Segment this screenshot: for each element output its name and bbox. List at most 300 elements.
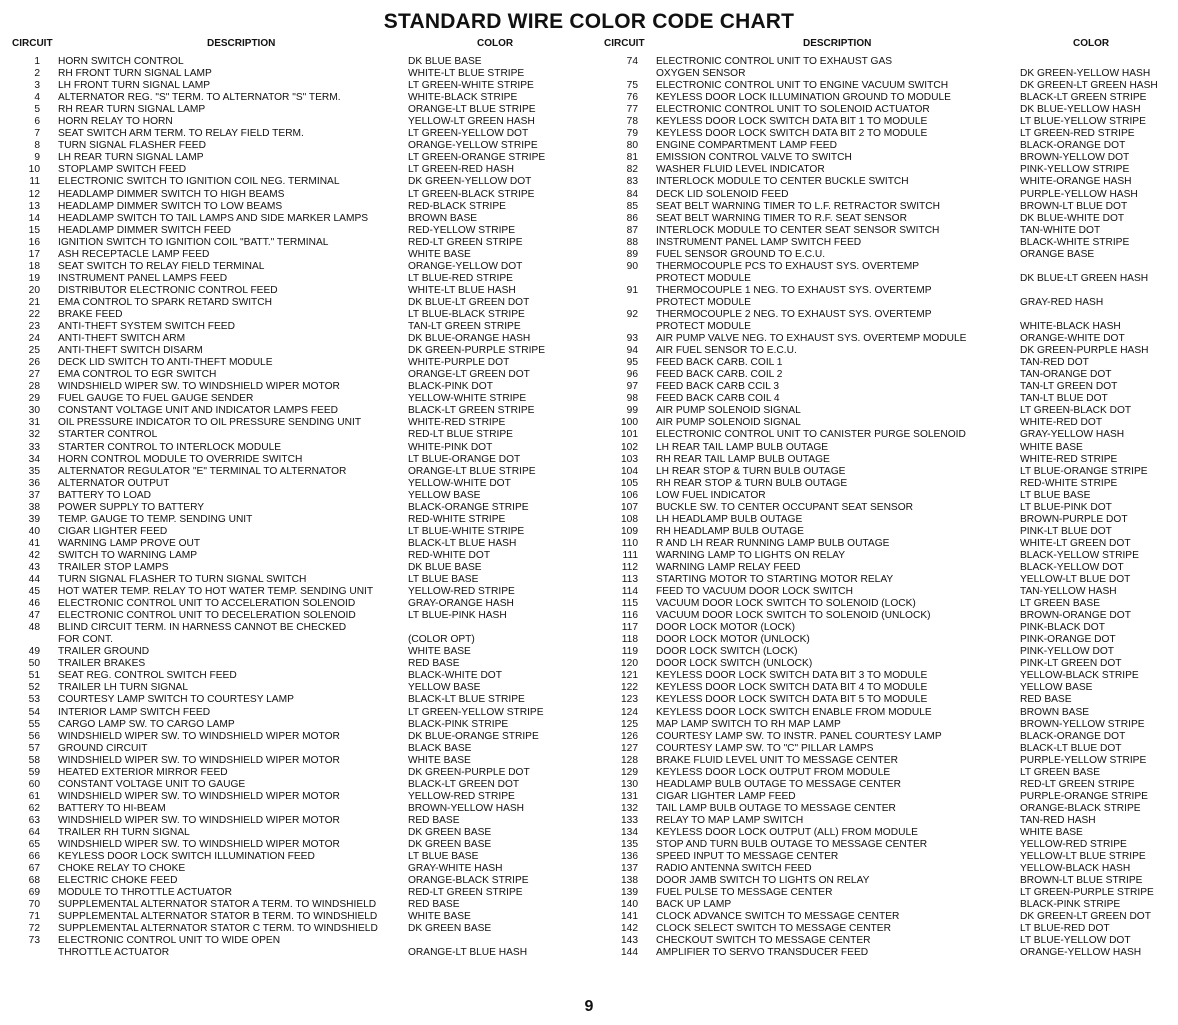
circuit-number: 130 [621, 778, 638, 790]
circuit-description: ELECTRONIC CONTROL UNIT TO CANISTER PURGE SOLENOID [656, 429, 966, 441]
wire-color: LT BLUE-RED STRIPE [408, 272, 513, 284]
wire-color: PINK-LT BLUE DOT [1020, 525, 1112, 537]
circuit-description: HORN CONTROL MODULE TO OVERRIDE SWITCH [58, 453, 303, 465]
wire-color: BROWN-YELLOW STRIPE [1020, 718, 1145, 730]
circuit-number: 98 [626, 393, 638, 405]
table-row [600, 466, 1178, 478]
wire-color: ORANGE-BLACK STRIPE [1020, 802, 1141, 814]
circuit-number: 70 [28, 899, 40, 911]
circuit-description: STOPLAMP SWITCH FEED [58, 164, 187, 176]
circuit-description: BRAKE FLUID LEVEL UNIT TO MESSAGE CENTER [656, 754, 898, 766]
wire-color: YELLOW-BLACK STRIPE [1020, 670, 1139, 682]
circuit-number: 35 [28, 465, 40, 477]
circuit-number: 17 [28, 248, 40, 260]
circuit-number: 30 [28, 405, 40, 417]
circuit-number: 29 [28, 393, 40, 405]
circuit-number: 90 [626, 260, 638, 272]
table-row [600, 369, 1178, 381]
circuit-description: FEED BACK CARB COIL 4 [656, 393, 780, 405]
table-row [600, 586, 1178, 598]
circuit-description: FEED BACK CARB. COIL 1 [656, 357, 783, 369]
table-row [600, 201, 1178, 213]
table-row [0, 189, 593, 201]
table-row [600, 164, 1178, 176]
table-row [600, 935, 1178, 947]
table-row [0, 947, 593, 959]
table-row [0, 466, 593, 478]
circuit-number: 144 [621, 947, 638, 959]
circuit-description: RH HEADLAMP BULB OUTAGE [656, 525, 804, 537]
wire-color: YELLOW-RED STRIPE [408, 586, 515, 598]
wire-color: DK GREEN-PURPLE DOT [408, 766, 530, 778]
circuit-description: SPEED INPUT TO MESSAGE CENTER [656, 851, 839, 863]
table-row [0, 393, 593, 405]
table-row [0, 911, 593, 923]
table-row [0, 923, 593, 935]
circuit-number: 134 [621, 827, 638, 838]
wire-color: TAN-YELLOW HASH [1020, 586, 1117, 598]
circuit-description: R AND LH REAR RUNNING LAMP BULB OUTAGE [656, 537, 890, 549]
table-row [600, 791, 1178, 803]
wire-color [408, 935, 593, 947]
table-row [600, 454, 1178, 466]
table-row [600, 815, 1178, 827]
circuit-number: 79 [626, 128, 638, 140]
table-row [0, 321, 593, 333]
circuit-description: ALTERNATOR OUTPUT [58, 477, 170, 489]
circuit-number: 117 [621, 622, 638, 634]
circuit-number: 102 [621, 441, 638, 453]
circuit-number [0, 947, 40, 959]
circuit-description: INTERIOR LAMP SWITCH FEED [58, 706, 211, 718]
table-row [600, 839, 1178, 851]
wire-color: LT BLUE-PINK DOT [1020, 501, 1112, 513]
table-row [600, 707, 1178, 719]
wire-color: BLACK-LT BLUE STRIPE [408, 694, 525, 706]
circuit-number: 87 [626, 224, 638, 236]
circuit-number [600, 273, 638, 285]
circuit-description: CARGO LAMP SW. TO CARGO LAMP [58, 718, 235, 730]
wire-color: WHITE-RED STRIPE [408, 417, 506, 429]
circuit-number: 54 [28, 706, 40, 718]
table-row [600, 128, 1178, 140]
circuit-number: 68 [28, 875, 40, 887]
circuit-description: TURN SIGNAL FLASHER TO TURN SIGNAL SWITCH [58, 574, 307, 586]
wire-color: YELLOW-WHITE STRIPE [408, 393, 527, 405]
table-row [0, 297, 593, 309]
circuit-number: 18 [28, 260, 40, 272]
table-row [600, 743, 1178, 755]
circuit-number: 1 [34, 56, 40, 67]
table-row [600, 249, 1178, 261]
wire-color: TAN-LT GREEN DOT [1020, 381, 1118, 393]
circuit-description: PROTECT MODULE [656, 272, 751, 284]
table-row [0, 899, 593, 911]
wire-color: YELLOW-LT BLUE STRIPE [1020, 851, 1146, 863]
wire-color [408, 622, 593, 634]
table-row [600, 261, 1178, 273]
circuit-description: INTERLOCK MODULE TO CENTER SEAT SENSOR SWITCH [656, 224, 940, 236]
table-row [600, 622, 1178, 634]
wire-color: WHITE BASE [1020, 441, 1083, 453]
table-row [600, 213, 1178, 225]
circuit-number: 76 [626, 92, 638, 104]
circuit-description: HORN RELAY TO HORN [58, 116, 173, 128]
circuit-number: 75 [626, 80, 638, 92]
circuit-description: KEYLESS DOOR LOCK SWITCH DATA BIT 1 TO MODULE [656, 116, 928, 128]
table-row [600, 658, 1178, 670]
table-row [600, 237, 1178, 249]
circuit-number: 114 [621, 586, 638, 598]
wire-color: ORANGE-LT BLUE STRIPE [408, 465, 536, 477]
circuit-number: 40 [28, 525, 40, 537]
table-row [0, 779, 593, 791]
wire-color: PURPLE-ORANGE STRIPE [1020, 790, 1148, 802]
wire-color: DK GREEN BASE [408, 923, 492, 935]
table-row [600, 297, 1178, 309]
wire-color: WHITE-BLACK HASH [1020, 321, 1121, 333]
wire-color: WHITE-PINK DOT [408, 441, 493, 453]
table-row [0, 225, 593, 237]
circuit-description: SWITCH TO WARNING LAMP [58, 549, 198, 561]
wire-color: GRAY-RED HASH [1020, 296, 1104, 308]
circuit-description: ELECTRIC CHOKE FEED [58, 875, 178, 887]
circuit-number: 63 [28, 814, 40, 826]
wire-color: YELLOW BASE [408, 682, 481, 694]
wire-color: DK BLUE-LT GREEN DOT [408, 296, 530, 308]
circuit-description: SEAT SWITCH TO RELAY FIELD TERMINAL [58, 260, 265, 272]
circuit-description: COURTESY LAMP SWITCH TO COURTESY LAMP [58, 694, 294, 706]
table-row [0, 887, 593, 899]
circuit-number: 13 [28, 200, 40, 212]
table-row [600, 538, 1178, 550]
table-row [600, 646, 1178, 658]
circuit-description: DOOR LOCK SWITCH (UNLOCK) [656, 658, 813, 670]
table-row [600, 887, 1178, 899]
wire-color: LT BLUE-PINK HASH [408, 610, 507, 622]
table-row [0, 682, 593, 694]
wire-color: YELLOW-RED STRIPE [408, 790, 515, 802]
header-color-left: COLOR [477, 38, 514, 49]
wire-color: BLACK BASE [408, 742, 472, 754]
circuit-description: HEATED EXTERIOR MIRROR FEED [58, 766, 228, 778]
table-row [0, 502, 593, 514]
circuit-number: 73 [28, 935, 40, 947]
circuit-number: 121 [621, 670, 638, 682]
table-row [600, 598, 1178, 610]
table-row [600, 333, 1178, 345]
table-row [600, 140, 1178, 152]
table-row [0, 442, 593, 454]
table-row [600, 321, 1178, 333]
circuit-number: 26 [28, 357, 40, 369]
circuit-description: STARTING MOTOR TO STARTING MOTOR RELAY [656, 574, 894, 586]
circuit-number: 24 [28, 333, 40, 345]
circuit-number: 14 [28, 212, 40, 224]
circuit-number: 66 [28, 851, 40, 863]
circuit-number: 58 [28, 754, 40, 766]
wire-color: RED-LT BLUE STRIPE [408, 429, 513, 441]
circuit-description: ANTI-THEFT SWITCH ARM [58, 333, 186, 345]
wire-color: BLACK-YELLOW DOT [1020, 561, 1124, 573]
circuit-number: 131 [621, 790, 638, 802]
table-row [0, 707, 593, 719]
table-row [600, 863, 1178, 875]
circuit-number: 133 [621, 814, 638, 826]
circuit-number: 19 [28, 272, 40, 284]
circuit-description: AIR FUEL SENSOR TO E.C.U. [656, 345, 797, 357]
wire-color: BROWN-LT BLUE STRIPE [1020, 875, 1143, 887]
wire-color: BROWN-ORANGE DOT [1020, 610, 1131, 622]
page-number: 9 [584, 998, 594, 1015]
wire-color: TAN-RED HASH [1020, 814, 1096, 826]
circuit-description: SEAT SWITCH ARM TERM. TO RELAY FIELD TERM. [58, 128, 304, 140]
table-row [600, 514, 1178, 526]
circuit-description: PROTECT MODULE [656, 296, 751, 308]
table-row [0, 490, 593, 502]
table-row [600, 502, 1178, 514]
circuit-description: ELECTRONIC CONTROL UNIT TO EXHAUST GAS [656, 56, 893, 67]
circuit-description: DOOR JAMB SWITCH TO LIGHTS ON RELAY [656, 875, 870, 887]
wire-color: ORANGE-WHITE DOT [1020, 333, 1125, 345]
table-row [0, 731, 593, 743]
circuit-description: BACK UP LAMP [656, 899, 732, 911]
table-row [0, 80, 593, 92]
circuit-number: 140 [621, 899, 638, 911]
circuit-description: WARNING LAMP TO LIGHTS ON RELAY [656, 549, 846, 561]
circuit-description: KEYLESS DOOR LOCK SWITCH DATA BIT 5 TO MODULE [656, 694, 928, 706]
circuit-description: HORN SWITCH CONTROL [58, 56, 184, 67]
wire-color: RED-LT GREEN STRIPE [408, 887, 523, 899]
circuit-number: 136 [621, 851, 638, 863]
table-row [0, 550, 593, 562]
wire-color: RED-LT GREEN STRIPE [1020, 778, 1135, 790]
circuit-number: 125 [621, 718, 638, 730]
table-row [600, 381, 1178, 393]
table-row [600, 574, 1178, 586]
table-row [0, 213, 593, 225]
circuit-description: EMISSION CONTROL VALVE TO SWITCH [656, 152, 852, 164]
circuit-description: ASH RECEPTACLE LAMP FEED [58, 248, 210, 260]
wire-color: DK BLUE-ORANGE HASH [408, 333, 531, 345]
circuit-number: 127 [621, 742, 638, 754]
circuit-description: HOT WATER TEMP. RELAY TO HOT WATER TEMP. SENDING UNIT [58, 586, 374, 598]
circuit-number: 83 [626, 176, 638, 188]
wire-color: DK GREEN-YELLOW DOT [408, 176, 532, 188]
table-row [0, 176, 593, 188]
table-row [600, 682, 1178, 694]
circuit-number: 77 [626, 104, 638, 116]
wire-color: BROWN-PURPLE DOT [1020, 513, 1128, 525]
circuit-number: 59 [28, 766, 40, 778]
circuit-number [0, 634, 40, 646]
wire-color: PINK-LT GREEN DOT [1020, 658, 1122, 670]
circuit-description: OIL PRESSURE INDICATOR TO OIL PRESSURE SENDING UNIT [58, 417, 362, 429]
circuit-number: 23 [28, 321, 40, 333]
circuit-description: SEAT REG. CONTROL SWITCH FEED [58, 670, 237, 682]
circuit-number: 123 [621, 694, 638, 706]
table-row [600, 417, 1178, 429]
circuit-number: 3 [34, 80, 40, 92]
circuit-description: RELAY TO MAP LAMP SWITCH [656, 814, 804, 826]
wire-color: DK GREEN-YELLOW HASH [1020, 68, 1151, 80]
wire-color: RED-LT GREEN STRIPE [408, 236, 523, 248]
wire-color: DK BLUE-YELLOW HASH [1020, 104, 1141, 116]
wire-color: WHITE-ORANGE HASH [1020, 176, 1132, 188]
circuit-description: COURTESY LAMP SW. TO "C" PILLAR LAMPS [656, 742, 874, 754]
wire-color: LT GREEN-BLACK DOT [1020, 405, 1132, 417]
wire-color: TAN-ORANGE DOT [1020, 369, 1112, 381]
circuit-description: LH REAR STOP & TURN BULB OUTAGE [656, 465, 846, 477]
table-row [0, 429, 593, 441]
circuit-description: DOOR LOCK MOTOR (UNLOCK) [656, 634, 810, 646]
circuit-description: VACUUM DOOR LOCK SWITCH TO SOLENOID (UNLOCK) [656, 610, 931, 622]
circuit-description: WINDSHIELD WIPER SW. TO WINDSHIELD WIPER MOTOR [58, 730, 340, 742]
circuit-description: RADIO ANTENNA SWITCH FEED [656, 863, 812, 875]
table-row [600, 357, 1178, 369]
left-table [0, 56, 593, 960]
table-row [0, 405, 593, 417]
circuit-number: 128 [621, 754, 638, 766]
table-row [0, 369, 593, 381]
circuit-description: GROUND CIRCUIT [58, 742, 148, 754]
table-row [0, 827, 593, 839]
circuit-description: PROTECT MODULE [656, 321, 751, 333]
circuit-description: THERMOCOUPLE 2 NEG. TO EXHAUST SYS. OVERTEMP [656, 308, 932, 320]
circuit-description: SUPPLEMENTAL ALTERNATOR STATOR B TERM. TO WINDSHIELD [58, 911, 378, 923]
table-row [600, 827, 1178, 839]
circuit-description: ELECTRONIC CONTROL UNIT TO ACCELERATION SOLENOID [58, 598, 356, 610]
circuit-number: 106 [621, 489, 638, 501]
wire-color: WHITE-LT BLUE STRIPE [408, 68, 525, 80]
wire-color: GRAY-YELLOW HASH [1020, 429, 1125, 441]
circuit-number: 101 [621, 429, 638, 441]
circuit-number: 71 [28, 911, 40, 923]
wire-color: WHITE BASE [1020, 827, 1083, 838]
wire-color: GRAY-WHITE HASH [408, 863, 503, 875]
circuit-number: 138 [621, 875, 638, 887]
wire-color: PINK-YELLOW STRIPE [1020, 164, 1130, 176]
circuit-number: 37 [28, 489, 40, 501]
wire-color: PURPLE-YELLOW STRIPE [1020, 754, 1147, 766]
circuit-description: CLOCK SELECT SWITCH TO MESSAGE CENTER [656, 923, 891, 935]
wire-color: YELLOW-LT BLUE DOT [1020, 574, 1131, 586]
wire-color: DK GREEN-PURPLE HASH [1020, 345, 1149, 357]
circuit-number: 91 [626, 284, 638, 296]
table-row [0, 743, 593, 755]
wire-color: LT GREEN-RED HASH [408, 164, 515, 176]
circuit-description: HEADLAMP DIMMER SWITCH TO LOW BEAMS [58, 200, 283, 212]
circuit-description: FEED TO VACUUM DOOR LOCK SWITCH [656, 586, 853, 598]
wire-color: YELLOW-BLACK HASH [1020, 863, 1131, 875]
wire-color: DK GREEN BASE [408, 827, 492, 838]
circuit-number: 115 [621, 598, 638, 610]
table-row [0, 610, 593, 622]
circuit-number: 41 [28, 537, 40, 549]
circuit-description: TRAILER BRAKES [58, 658, 146, 670]
circuit-description: LH REAR TURN SIGNAL LAMP [58, 152, 204, 164]
circuit-number: 78 [626, 116, 638, 128]
table-row [600, 755, 1178, 767]
table-row [0, 333, 593, 345]
table-row [0, 622, 593, 634]
table-row [600, 779, 1178, 791]
table-row [600, 345, 1178, 357]
circuit-number: 65 [28, 839, 40, 851]
circuit-number: 64 [28, 827, 40, 838]
wire-color: (COLOR OPT) [408, 634, 475, 646]
wire-color: WHITE-LT BLUE HASH [408, 284, 516, 296]
wire-color: RED BASE [1020, 694, 1072, 706]
circuit-number: 109 [621, 525, 638, 537]
wire-color: BROWN-LT BLUE DOT [1020, 200, 1128, 212]
circuit-number: 10 [28, 164, 40, 176]
wire-color: LT GREEN-ORANGE STRIPE [408, 152, 546, 164]
table-row [600, 68, 1178, 80]
header-description-left: DESCRIPTION [207, 38, 276, 49]
wire-color: LT BLUE-ORANGE DOT [408, 453, 521, 465]
circuit-number: 61 [28, 790, 40, 802]
circuit-description: KEYLESS DOOR LOCK OUTPUT FROM MODULE [656, 766, 891, 778]
circuit-number: 51 [28, 670, 40, 682]
circuit-description: BLIND CIRCUIT TERM. IN HARNESS CANNOT BE CHECKED [58, 622, 347, 634]
table-row [0, 249, 593, 261]
circuit-description: RH FRONT TURN SIGNAL LAMP [58, 68, 212, 80]
circuit-number: 81 [626, 152, 638, 164]
wire-color: YELLOW BASE [408, 489, 481, 501]
circuit-number: 129 [621, 766, 638, 778]
table-row [600, 189, 1178, 201]
circuit-description: AIR PUMP SOLENOID SIGNAL [656, 417, 801, 429]
circuit-number: 105 [621, 477, 638, 489]
circuit-number: 12 [28, 188, 40, 200]
circuit-number: 39 [28, 513, 40, 525]
table-row [0, 839, 593, 851]
circuit-description: KEYLESS DOOR LOCK SWITCH DATA BIT 2 TO MODULE [656, 128, 928, 140]
circuit-number: 20 [28, 284, 40, 296]
circuit-number: 36 [28, 477, 40, 489]
wire-color: LT BLUE BASE [408, 574, 479, 586]
circuit-description: LH REAR TAIL LAMP BULB OUTAGE [656, 441, 829, 453]
circuit-number: 22 [28, 308, 40, 320]
wire-color: ORANGE-YELLOW DOT [408, 260, 523, 272]
circuit-number: 16 [28, 236, 40, 248]
circuit-description: ANTI-THEFT SYSTEM SWITCH FEED [58, 321, 235, 333]
wire-color: LT BLUE-YELLOW STRIPE [1020, 116, 1146, 128]
wire-color: ORANGE-LT GREEN DOT [408, 369, 530, 381]
wire-color: DK BLUE BASE [408, 561, 482, 573]
table-row [0, 152, 593, 164]
circuit-description: INTERLOCK MODULE TO CENTER BUCKLE SWITCH [656, 176, 909, 188]
table-row [600, 767, 1178, 779]
circuit-description: BATTERY TO LOAD [58, 489, 152, 501]
wire-color: LT GREEN-PURPLE STRIPE [1020, 887, 1154, 899]
table-row [0, 767, 593, 779]
circuit-number: 34 [28, 453, 40, 465]
table-row [600, 405, 1178, 417]
circuit-description: TURN SIGNAL FLASHER FEED [58, 140, 206, 152]
circuit-number: 94 [626, 345, 638, 357]
table-row [600, 923, 1178, 935]
header-color-right: COLOR [1073, 38, 1110, 49]
wire-color: WHITE-LT GREEN DOT [1020, 537, 1131, 549]
wire-color: BLACK-YELLOW STRIPE [1020, 549, 1139, 561]
table-row [600, 562, 1178, 574]
table-row [600, 851, 1178, 863]
circuit-number: 99 [626, 405, 638, 417]
circuit-number: 116 [621, 610, 638, 622]
circuit-description: WASHER FLUID LEVEL INDICATOR [656, 164, 825, 176]
